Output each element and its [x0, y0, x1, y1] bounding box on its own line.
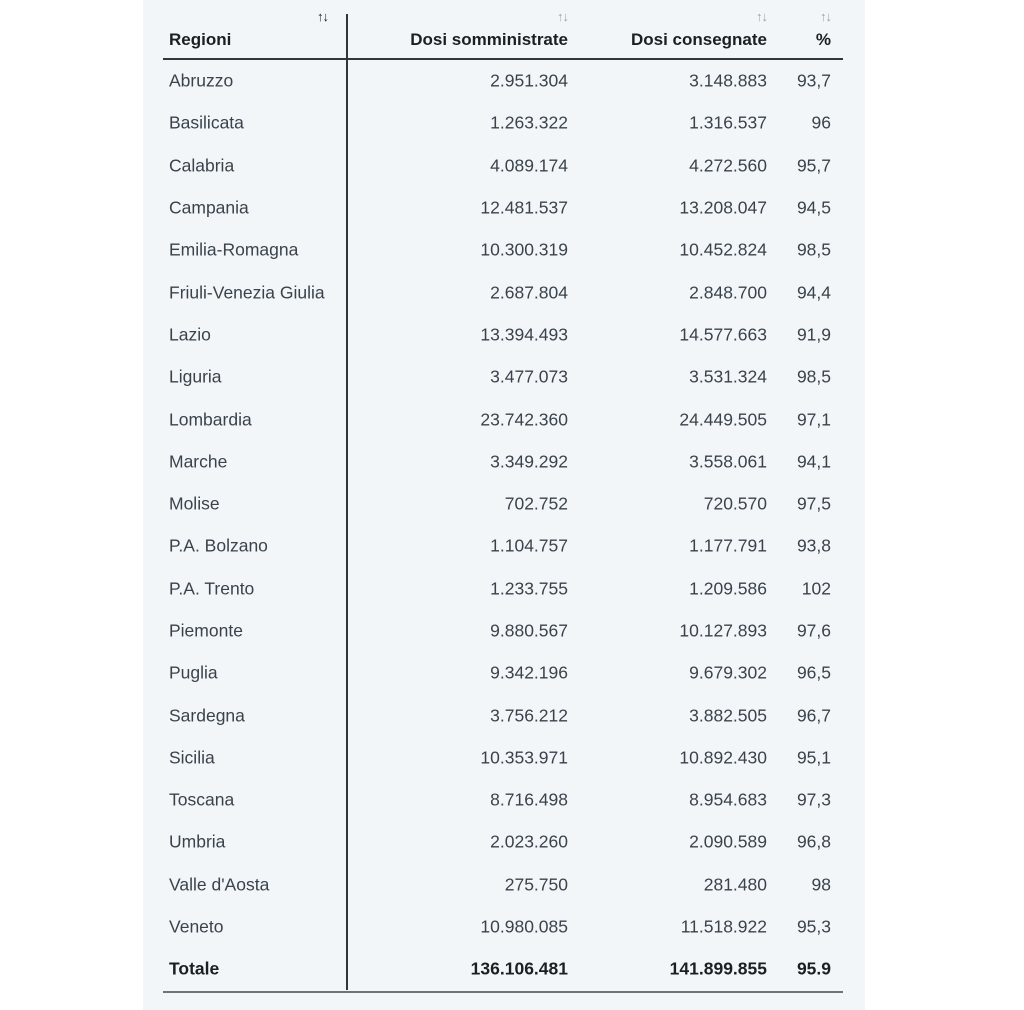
dosi-consegnate-value: 11.518.922	[680, 916, 767, 937]
table-row	[163, 821, 843, 863]
dosi-somministrate-value: 1.263.322	[490, 112, 568, 133]
dosi-somministrate-value: 9.880.567	[490, 620, 568, 641]
table-total-row	[163, 948, 843, 992]
region-name: Lazio	[169, 324, 211, 345]
percent-value: 96,8	[796, 831, 831, 852]
percent-value: 91,9	[796, 324, 831, 345]
dosi-consegnate-value: 2.848.700	[689, 282, 767, 303]
table-row	[163, 229, 843, 271]
dosi-somministrate-value: 8.716.498	[490, 789, 568, 810]
table-row	[163, 145, 843, 187]
percent-value: 97,1	[796, 409, 831, 430]
column-header-dosi-somministrate[interactable]: Dosi somministrate	[410, 30, 568, 49]
dosi-somministrate-value: 2.687.804	[490, 282, 568, 303]
region-name: Basilicata	[169, 112, 244, 133]
total-somministrate: 136.106.481	[470, 958, 568, 979]
percent-value: 96,7	[796, 705, 831, 726]
dosi-consegnate-value: 281.480	[703, 874, 767, 895]
region-name: Molise	[169, 493, 220, 514]
dosi-somministrate-value: 13.394.493	[480, 324, 568, 345]
dosi-somministrate-value: 702.752	[504, 493, 568, 514]
region-name: Abruzzo	[169, 70, 234, 91]
region-name: Sicilia	[169, 747, 215, 768]
dosi-somministrate-value: 9.342.196	[490, 662, 568, 683]
dosi-consegnate-value: 13.208.047	[679, 197, 767, 218]
table-row	[163, 906, 843, 948]
dosi-somministrate-value: 3.477.073	[490, 366, 568, 387]
table-row	[163, 314, 843, 356]
percent-value: 98,5	[796, 366, 831, 387]
dosi-consegnate-value: 1.316.537	[689, 112, 767, 133]
dosi-consegnate-value: 10.452.824	[679, 239, 767, 260]
column-header-dosi-consegnate[interactable]: Dosi consegnate	[630, 30, 767, 49]
region-name: Piemonte	[169, 620, 243, 641]
region-name: P.A. Bolzano	[169, 535, 268, 556]
dosi-consegnate-value: 10.892.430	[679, 747, 767, 768]
dosi-somministrate-value: 275.750	[504, 874, 568, 895]
table-row	[163, 356, 843, 398]
region-name: Calabria	[169, 155, 235, 176]
table-row	[163, 102, 843, 144]
dosi-consegnate-value: 10.127.893	[679, 620, 767, 641]
region-name: Umbria	[169, 831, 226, 852]
dosi-consegnate-value: 24.449.505	[679, 409, 767, 430]
dosi-somministrate-value: 3.756.212	[490, 705, 568, 726]
percent-value: 95,3	[796, 916, 831, 937]
dosi-somministrate-value: 10.300.319	[480, 239, 568, 260]
table-row	[163, 60, 843, 102]
region-name: Friuli-Venezia Giulia	[169, 282, 325, 303]
dosi-consegnate-value: 3.148.883	[689, 70, 767, 91]
region-name: Toscana	[169, 789, 235, 810]
table-row	[163, 652, 843, 694]
dosi-somministrate-value: 1.104.757	[490, 535, 568, 556]
dosi-consegnate-value: 3.558.061	[689, 451, 767, 472]
dosi-somministrate-value: 10.980.085	[480, 916, 568, 937]
column-header-percent[interactable]: %	[815, 30, 831, 49]
sort-consegnate-icon[interactable]: ↑↓	[756, 9, 767, 24]
table-row	[163, 483, 843, 525]
table-row	[163, 441, 843, 483]
sort-percent-icon[interactable]: ↑↓	[820, 9, 831, 24]
table-row	[163, 864, 843, 906]
table-row	[163, 398, 843, 440]
sort-regioni-icon[interactable]: ↑↓	[317, 9, 328, 24]
sort-somministrate-icon[interactable]: ↑↓	[557, 9, 568, 24]
region-name: Valle d'Aosta	[169, 874, 270, 895]
dosi-somministrate-value: 3.349.292	[490, 451, 568, 472]
table-row	[163, 610, 843, 652]
total-percent: 95.9	[796, 958, 831, 979]
percent-value: 97,3	[796, 789, 831, 810]
dosi-consegnate-value: 3.531.324	[689, 366, 767, 387]
percent-value: 98	[811, 874, 831, 895]
percent-value: 94,5	[796, 197, 831, 218]
total-label: Totale	[169, 958, 220, 979]
total-consegnate: 141.899.855	[669, 958, 767, 979]
dosi-consegnate-value: 1.177.791	[689, 535, 767, 556]
dosi-somministrate-value: 4.089.174	[490, 155, 568, 176]
region-name: Campania	[169, 197, 249, 218]
percent-value: 94,1	[796, 451, 831, 472]
percent-value: 96,5	[796, 662, 831, 683]
region-name: Liguria	[169, 366, 222, 387]
percent-value: 97,5	[796, 493, 831, 514]
dosi-consegnate-value: 9.679.302	[689, 662, 767, 683]
region-name: Sardegna	[169, 705, 245, 726]
percent-value: 93,7	[796, 70, 831, 91]
region-name: Puglia	[169, 662, 218, 683]
region-name: Emilia-Romagna	[169, 239, 299, 260]
table-header	[163, 0, 843, 60]
percent-value: 96	[811, 112, 831, 133]
dosi-consegnate-value: 4.272.560	[689, 155, 767, 176]
dosi-consegnate-value: 720.570	[703, 493, 767, 514]
percent-value: 93,8	[796, 535, 831, 556]
dosi-somministrate-value: 1.233.755	[490, 578, 568, 599]
column-divider	[346, 14, 348, 990]
dosi-consegnate-value: 1.209.586	[689, 578, 767, 599]
table-row	[163, 737, 843, 779]
table-row	[163, 568, 843, 610]
table-row	[163, 525, 843, 567]
region-name: Marche	[169, 451, 228, 472]
dosi-consegnate-value: 14.577.663	[679, 324, 767, 345]
vaccine-doses-table	[163, 0, 843, 993]
table-row	[163, 187, 843, 229]
region-name: Lombardia	[169, 409, 252, 430]
dosi-consegnate-value: 3.882.505	[689, 705, 767, 726]
table-row	[163, 271, 843, 313]
region-name: Veneto	[169, 916, 224, 937]
percent-value: 97,6	[796, 620, 831, 641]
dosi-somministrate-value: 23.742.360	[480, 409, 568, 430]
table-body	[163, 60, 843, 948]
column-header-regioni[interactable]: Regioni	[169, 30, 232, 49]
table-row	[163, 779, 843, 821]
percent-value: 102	[801, 578, 831, 599]
dosi-somministrate-value: 10.353.971	[480, 747, 568, 768]
dosi-consegnate-value: 8.954.683	[689, 789, 767, 810]
percent-value: 95,1	[796, 747, 831, 768]
dosi-somministrate-value: 2.951.304	[490, 70, 568, 91]
table-row	[163, 694, 843, 736]
dosi-somministrate-value: 12.481.537	[480, 197, 568, 218]
dosi-somministrate-value: 2.023.260	[490, 831, 568, 852]
region-name: P.A. Trento	[169, 578, 255, 599]
percent-value: 94,4	[796, 282, 831, 303]
percent-value: 98,5	[796, 239, 831, 260]
dosi-consegnate-value: 2.090.589	[689, 831, 767, 852]
percent-value: 95,7	[796, 155, 831, 176]
